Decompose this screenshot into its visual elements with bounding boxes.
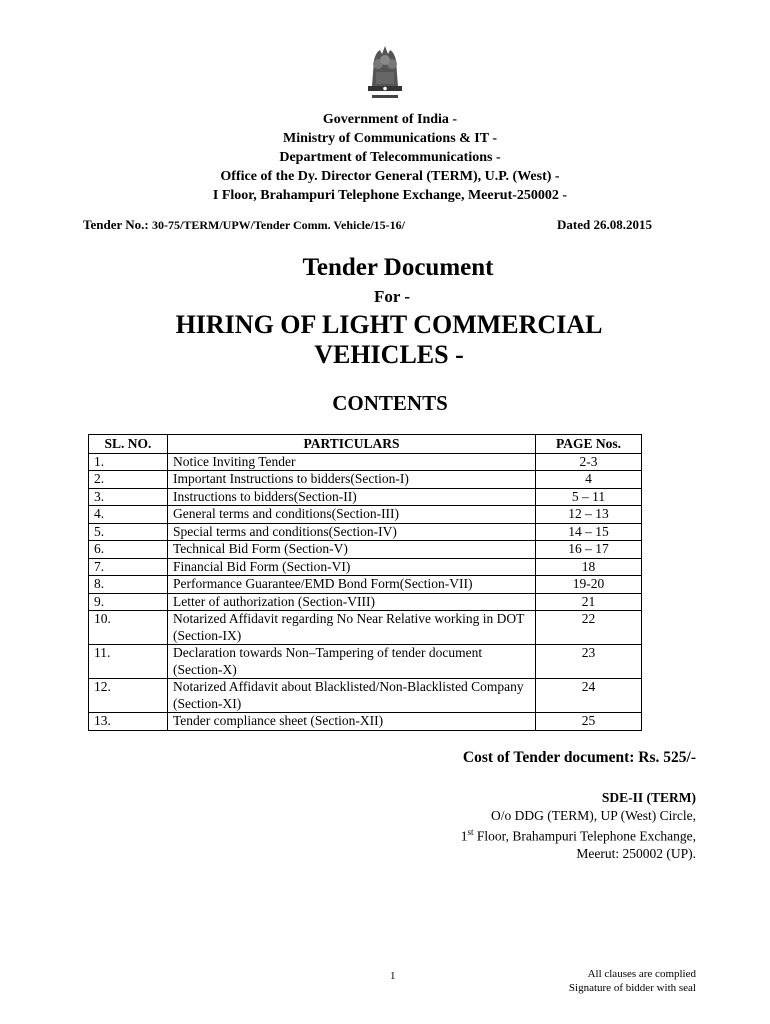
- table-row: [89, 488, 642, 506]
- row-particulars: Important Instructions to bidders(Section-I): [168, 471, 536, 489]
- signatory-floor: [461, 824, 696, 845]
- table-row: [89, 576, 642, 594]
- tender-subject-line1: HIRING OF LIGHT COMMERCIAL: [175, 310, 603, 339]
- table-header-row: [89, 435, 642, 454]
- row-sl-no: 8.: [89, 576, 168, 594]
- row-sl-no: 7.: [89, 558, 168, 576]
- signatory-floor-number: 1: [460, 828, 468, 844]
- tender-cost: Cost of Tender document: Rs. 525/-: [462, 749, 696, 766]
- row-page-nos: 2-3: [536, 453, 642, 471]
- tender-subject: [0, 310, 770, 370]
- office-header: [0, 110, 770, 205]
- signatory-office: O/o DDG (TERM), UP (West) Circle,: [490, 807, 696, 823]
- row-sl-no: 4.: [89, 506, 168, 524]
- row-particulars: Special terms and conditions(Section-IV): [168, 523, 536, 541]
- document-title: Tender Document: [302, 254, 494, 281]
- row-sl-no: 9.: [89, 593, 168, 611]
- row-particulars: Notarized Affidavit regarding No Near Relative working in DOT (Section-IX): [168, 611, 536, 645]
- header-line-ministry: Ministry of Communications & IT -: [282, 131, 498, 146]
- table-row: [89, 611, 642, 645]
- row-sl-no: 13.: [89, 713, 168, 731]
- row-page-nos: 23: [536, 645, 642, 679]
- table-row: [89, 593, 642, 611]
- contents-table: [88, 434, 642, 731]
- tender-number-label: Tender No.:: [83, 217, 149, 232]
- table-row: [89, 645, 642, 679]
- row-page-nos: 14 – 15: [536, 523, 642, 541]
- page-number: 1: [390, 970, 396, 982]
- tender-number-value: 30-75/TERM/UPW/Tender Comm. Vehicle/15-16/: [151, 218, 405, 232]
- row-sl-no: 10.: [89, 611, 168, 645]
- row-page-nos: 22: [536, 611, 642, 645]
- row-particulars: Declaration towards Non–Tampering of tender document (Section-X): [168, 645, 536, 679]
- row-particulars: Notarized Affidavit about Blacklisted/Non-Blacklisted Company (Section-XI): [168, 679, 536, 713]
- signatory-city: Meerut: 250002 (UP).: [576, 846, 696, 861]
- row-sl-no: 12.: [89, 679, 168, 713]
- table-row: [89, 679, 642, 713]
- row-page-nos: 5 – 11: [536, 488, 642, 506]
- row-particulars: Notice Inviting Tender: [168, 453, 536, 471]
- row-sl-no: 3.: [89, 488, 168, 506]
- row-page-nos: 12 – 13: [536, 506, 642, 524]
- emblem-of-india-icon: [362, 40, 408, 104]
- table-row: [89, 558, 642, 576]
- tender-date: Dated 26.08.2015: [557, 217, 652, 232]
- row-particulars: General terms and conditions(Section-III): [168, 506, 536, 524]
- signature-note: Signature of bidder with seal: [568, 982, 696, 994]
- table-row: [89, 523, 642, 541]
- compliance-note: All clauses are complied: [587, 968, 696, 980]
- contents-heading: CONTENTS: [332, 391, 448, 415]
- tender-subject-line2: VEHICLES -: [314, 340, 464, 369]
- row-page-nos: 18: [536, 558, 642, 576]
- header-line-government: Government of India -: [322, 112, 458, 127]
- row-page-nos: 21: [536, 593, 642, 611]
- row-sl-no: 2.: [89, 471, 168, 489]
- row-sl-no: 5.: [89, 523, 168, 541]
- row-sl-no: 6.: [89, 541, 168, 559]
- row-page-nos: 24: [536, 679, 642, 713]
- table-row: [89, 506, 642, 524]
- table-row: [89, 471, 642, 489]
- column-header-page-nos: PAGE Nos.: [536, 435, 642, 454]
- bidder-signature-note: [569, 967, 696, 995]
- for-label: For -: [373, 287, 411, 306]
- row-particulars: Tender compliance sheet (Section-XII): [168, 713, 536, 731]
- row-particulars: Technical Bid Form (Section-V): [168, 541, 536, 559]
- row-sl-no: 11.: [89, 645, 168, 679]
- row-page-nos: 4: [536, 471, 642, 489]
- row-page-nos: 19-20: [536, 576, 642, 594]
- signatory-title: SDE-II (TERM): [601, 790, 696, 805]
- header-line-department: Department of Telecommunications -: [279, 150, 501, 165]
- header-line-address: I Floor, Brahampuri Telephone Exchange, Meerut-250002 -: [212, 188, 568, 203]
- row-page-nos: 16 – 17: [536, 541, 642, 559]
- row-sl-no: 1.: [89, 453, 168, 471]
- row-particulars: Performance Guarantee/EMD Bond Form(Section-VII): [168, 576, 536, 594]
- table-row: [89, 453, 642, 471]
- row-particulars: Instructions to bidders(Section-II): [168, 488, 536, 506]
- row-particulars: Financial Bid Form (Section-VI): [168, 558, 536, 576]
- signatory-floor-suffix: st: [467, 827, 474, 837]
- row-page-nos: 25: [536, 713, 642, 731]
- table-row: [89, 713, 642, 731]
- header-line-office: Office of the Dy. Director General (TERM), U.P. (West) -: [220, 169, 560, 184]
- column-header-particulars: PARTICULARS: [168, 435, 536, 454]
- tender-number: [83, 217, 405, 233]
- table-row: [89, 541, 642, 559]
- signatory-floor-text: Floor, Brahampuri Telephone Exchange,: [473, 828, 696, 844]
- column-header-sl-no: SL. NO.: [89, 435, 168, 454]
- signatory-block: [461, 789, 696, 863]
- row-particulars: Letter of authorization (Section-VIII): [168, 593, 536, 611]
